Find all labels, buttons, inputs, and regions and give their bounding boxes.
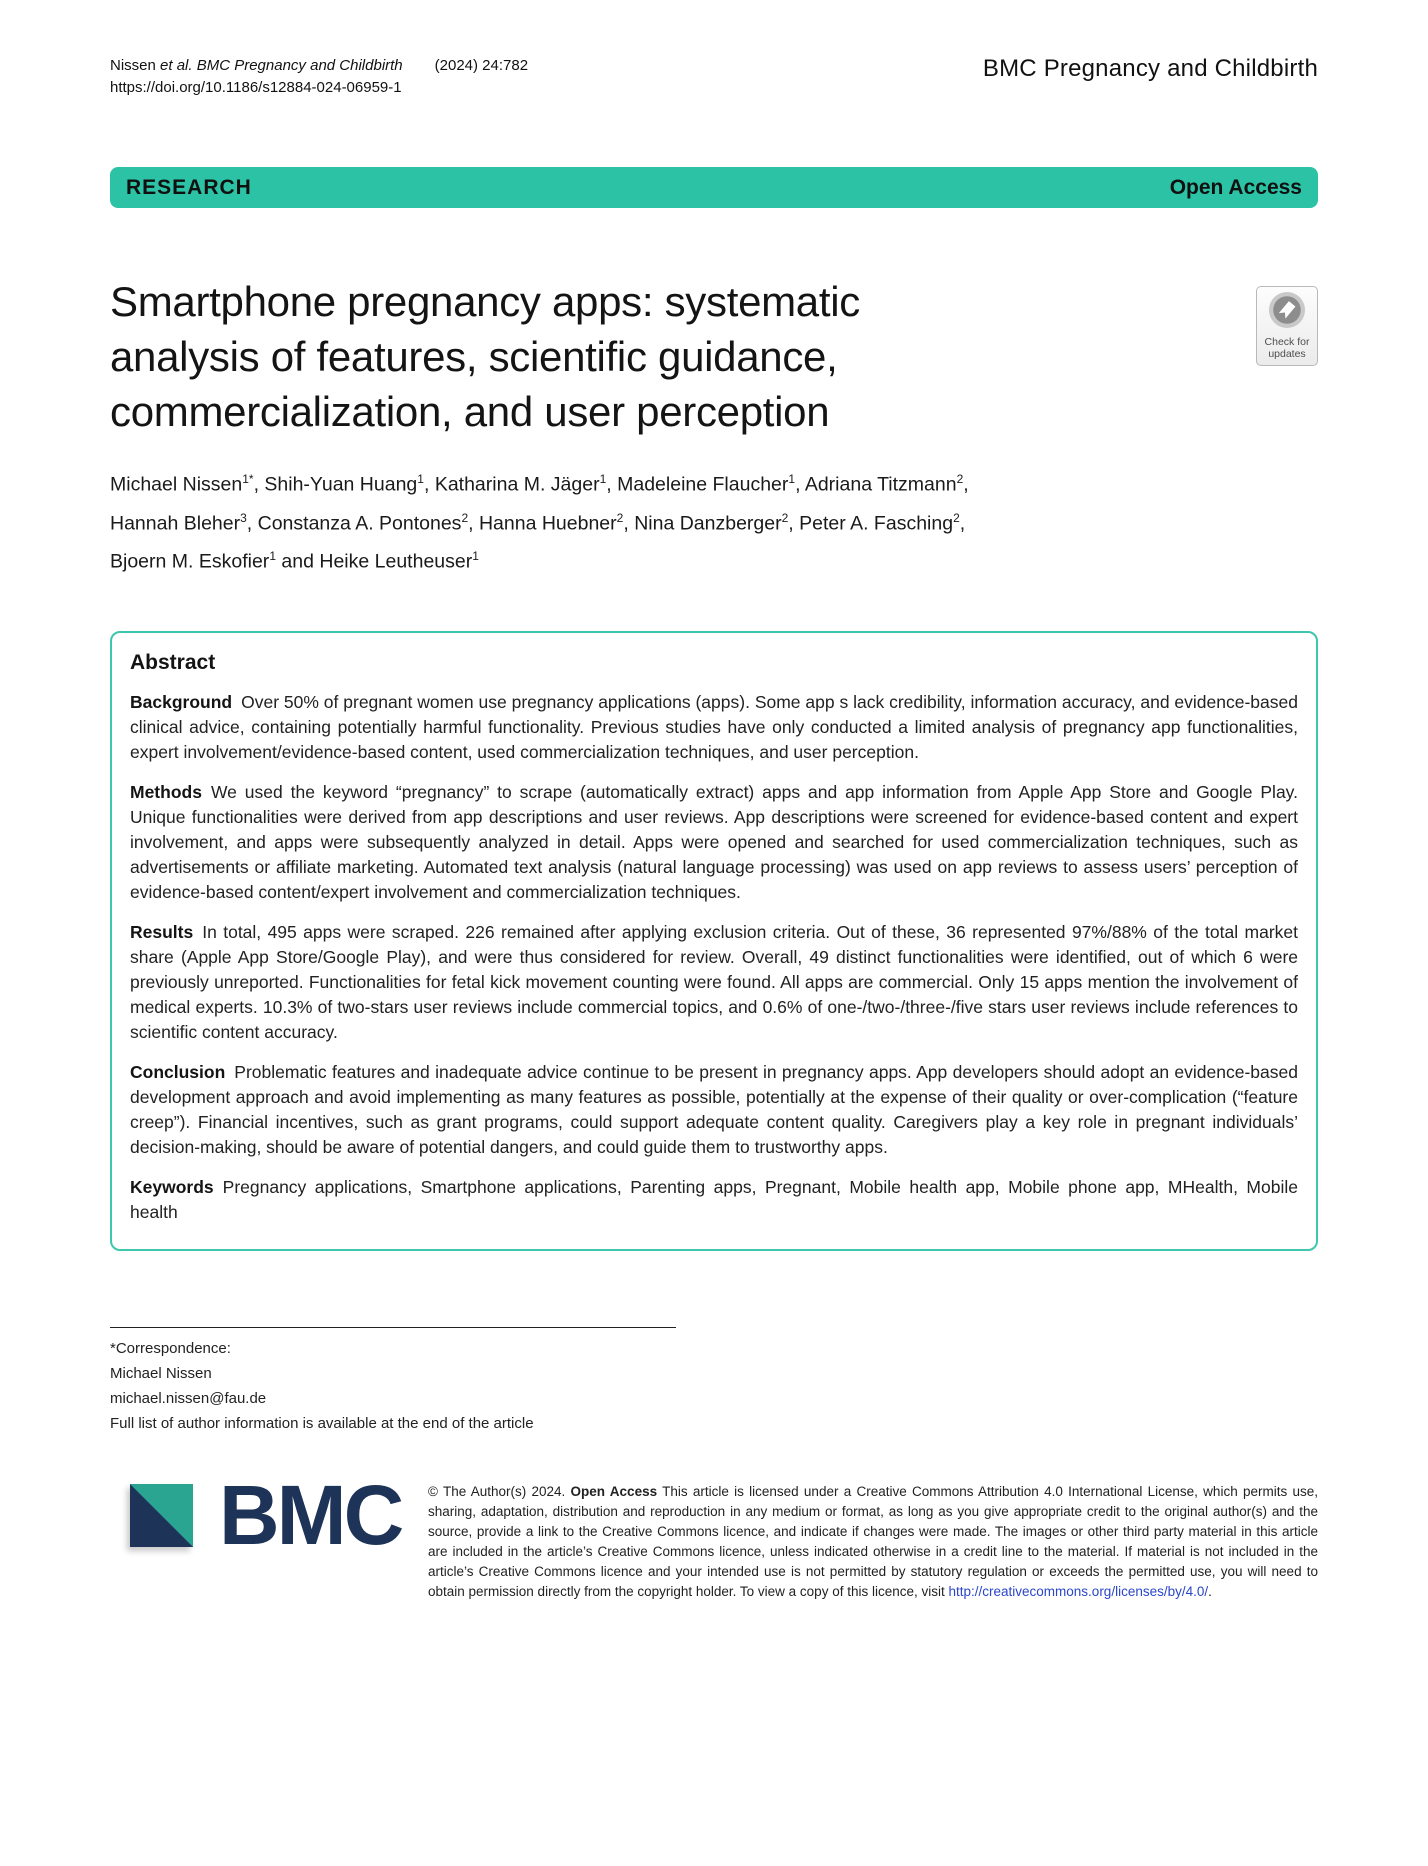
bmc-logo-text: BMC: [219, 1467, 402, 1562]
section-text: In total, 495 apps were scraped. 226 remained after applying exclusion criteria. Out of these, 36 represented 97%/88% of the total market share (Apple App Store/Google Play), and were thus considered for review. Overall, 49 distinct functionalities were identified, out of which 6 were previously unreported. Functionalities for fetal kick movement counting were found. All apps are commercial. Only 15 apps mention the involvement of medical experts. 10.3% of two-stars user reviews include commercial topics, and 0.6% of one-/two-/three-/five stars user reviews include references to scientific content accuracy.: [130, 921, 1298, 1042]
author-name: Heike Leutheuser: [319, 550, 473, 573]
doi-text: https://doi.org/10.1186/s12884-024-06959-1: [110, 79, 402, 96]
correspondence-name: Michael Nissen: [110, 1364, 212, 1382]
correspondence-note: Full list of author information is available at the end of the article: [110, 1414, 534, 1432]
author-affiliation-sup: 2: [956, 472, 964, 486]
article-type-label: RESEARCH: [126, 175, 252, 199]
author-list: Michael Nissen$^{1*}$, Shih-Yuan Huang$^1$, Katharina M. Jäger$^1$, Madeleine Flaucher$^1$, Adriana Titzmann$^2$, Hannah Bleher$^3$, Constanza A. Pontones$^2$, Hanna Huebner$^2$, Nina Danzberger$^2$, Peter A. Fasching$^2$, Bjoern M. Eskofier$^1$ and Heike Leutheuser$^1$: [110, 472, 969, 573]
author-name: Shih-Yuan Huang: [264, 473, 418, 496]
section-label: Conclusion: [130, 1061, 226, 1082]
license-open-access: Open Access: [570, 1483, 658, 1499]
check-for-updates-badge[interactable]: [1256, 286, 1318, 366]
author-affiliation-sup: 1*: [242, 472, 254, 486]
author-name: Adriana Titzmann: [804, 473, 957, 496]
author-name: Michael Nissen: [110, 473, 243, 496]
citation-ref: (2024) 24:782: [434, 57, 529, 74]
correspondence-block: [110, 1327, 676, 1436]
crossmark-icon: [1268, 291, 1306, 329]
research-banner: [110, 167, 1318, 208]
page-title: Smartphone pregnancy apps: systematic analysis of features, scientific guidance, commercialization, and user perception: [110, 278, 860, 435]
citation-line: [110, 55, 528, 77]
bmc-logo: [130, 1467, 402, 1562]
author-affiliation-sup: 3: [240, 510, 247, 525]
author-name: Hannah Bleher: [110, 512, 241, 534]
author-affiliation-sup: 2: [616, 510, 624, 525]
author-affiliation-sup: 1: [599, 472, 607, 486]
abstract-keywords: [130, 1175, 1298, 1225]
abstract-conclusion: [130, 1060, 1298, 1160]
author-name: Peter A. Fasching: [799, 512, 954, 534]
section-label: Keywords: [130, 1176, 214, 1197]
author-affiliation-sup: 1: [269, 549, 276, 563]
author-affiliation-sup: 1: [417, 472, 424, 486]
section-text: We used the keyword “pregnancy” to scrape (automatically extract) apps and app information from Apple App Store and Google Play. Unique functionalities were derived from app descriptions and user reviews. App descriptions were screened for evidence-based content and expert involvement, and apps were subsequently analyzed in detail. Apps were opened and searched for used commercialization techniques, such as advertisements or affiliate marketing. Automated text analysis (natural language processing) was used on app reviews to assess users’ perception of evidence-based content/expert involvement and commercialization techniques.: [130, 781, 1298, 902]
abstract-background: [130, 690, 1298, 765]
author-name: Katharina M. Jäger: [434, 473, 600, 496]
section-label: Methods: [130, 781, 202, 802]
abstract-box: [110, 631, 1318, 1251]
creative-commons-link[interactable]: http://creativecommons.org/licenses/by/4.0/: [948, 1583, 1209, 1599]
author-affiliation-sup: 2: [781, 510, 789, 525]
author-name: Bjoern M. Eskofier: [110, 550, 270, 573]
author-affiliation-sup: 2: [461, 510, 469, 525]
author-affiliation-sup: 1: [472, 549, 479, 563]
section-text: Over 50% of pregnant women use pregnancy applications (apps). Some app s lack credibility, information accuracy, and evidence-based clinical advice, containing potentially harmful functionality. Previous studies have only conducted a limited analysis of pregnancy app functionalities, expert involvement/evidence-based content, used commercialization techniques, and user perception.: [130, 691, 1298, 762]
journal-title: BMC Pregnancy and Childbirth: [982, 55, 1318, 82]
section-label: Background: [130, 691, 233, 712]
author-affiliation-sup: 1: [788, 472, 796, 486]
section-label: Results: [130, 921, 194, 942]
correspondence-label: *Correspondence:: [110, 1339, 231, 1357]
abstract-heading: Abstract: [130, 650, 216, 674]
author-affiliation-sup: 2: [953, 510, 960, 525]
license-body: This article is licensed under a Creative Commons Attribution 4.0 International License, which permits use, sharing, adaptation, distribution and reproduction in any medium or format, as long as you give appropriate credit to the original author(s) and the source, provide a link to the Creative Commons licence, and indicate if changes were made. The images or other third party material in this article are included in the article’s Creative Commons licence, unless indicated otherwise in a credit line to the material. If material is not included in the article’s Creative Commons licence and your intended use is not permitted by statutory regulation or exceeds the permitted use, you will need to obtain permission directly from the copyright holder. To view a copy of this licence, visit: [428, 1483, 1318, 1599]
badge-text: Check for updates: [1264, 336, 1310, 360]
citation-block: [110, 55, 528, 99]
section-text: Pregnancy applications, Smartphone applications, Parenting apps, Pregnant, Mobile health app, Mobile phone app, MHealth, Mobile health: [130, 1176, 1298, 1222]
author-name: Hanna Huebner: [478, 512, 617, 534]
abstract-methods: [130, 780, 1298, 905]
license-text: [428, 1482, 1318, 1602]
page-header: [110, 55, 1318, 99]
author-name: Nina Danzberger: [634, 512, 782, 534]
section-text: Problematic features and inadequate advice continue to be present in pregnancy apps. App developers should adopt an evidence-based development approach and avoid implementing as many features as possible, potentially at the expense of their quality or over-complication (“feature creep”). Financial incentives, such as grant programs, could support adequate content quality. Caregivers play a key role in pregnant individuals’ decision-making, should be aware of potential dangers, and could guide them to trustworthy apps.: [130, 1061, 1298, 1157]
bmc-logo-icon: [130, 1484, 193, 1547]
license-suffix: .: [1208, 1583, 1212, 1599]
open-access-label: Open Access: [1169, 175, 1302, 199]
citation-journal-italic: et al. BMC Pregnancy and Childbirth: [160, 57, 403, 74]
citation-author: Nissen: [110, 57, 161, 74]
license-copyright: © The Author(s) 2024.: [428, 1483, 571, 1499]
correspondence-email: michael.nissen@fau.de: [110, 1389, 267, 1407]
title-row: [110, 274, 1318, 439]
author-name: Madeleine Flaucher: [617, 473, 789, 496]
page-footer: [110, 1467, 1318, 1602]
abstract-results: [130, 920, 1298, 1045]
author-name: Constanza A. Pontones: [257, 512, 462, 534]
